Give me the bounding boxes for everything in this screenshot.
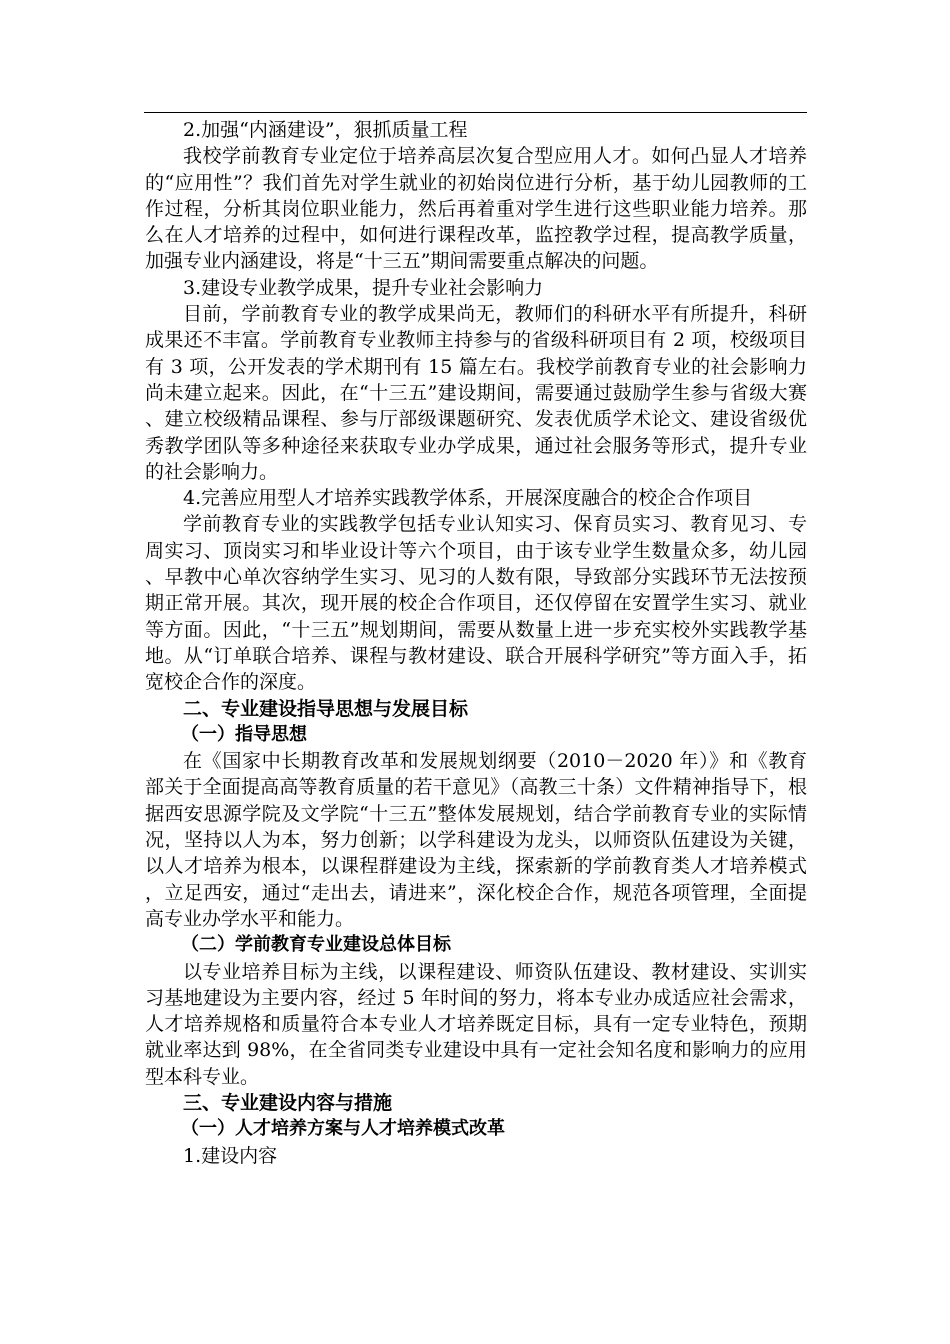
header-rule [144,112,807,113]
body-paragraph: 我校学前教育专业定位于培养高层次复合型应用人才。如何凸显人才培养的“应用性”？我们首先对学生就业的初始岗位进行分析，基于幼儿园教师的工作过程，分析其岗位职业能力，然后再着重对学生进行这些职业能力培养。那么在人才培养的过程中，如何进行课程改革，监控教学过程，提高教学质量，加强专业内涵建设，将是“十三五”期间需要重点解决的问题。 [145,145,807,273]
body-paragraph: 在《国家中长期教育改革和发展规划纲要（2010－2020 年）》和《教育部关于全面提高高等教育质量的若干意见》（高教三十条）文件精神指导下，根据西安思源学院及文学院“十三五”整体发展规划，结合学前教育专业的实际情况，坚持以人为本，努力创新；以学科建设为龙头，以师资队伍建设为关键，以人才培养为根本，以课程群建设为主线，探索新的学前教育类人才培养模式，立足西安，通过“走出去，请进来”，深化校企合作，规范各项管理，全面提高专业办学水平和能力。 [145,750,807,930]
section-heading: 二、专业建设指导思想与发展目标 [183,697,469,720]
body-paragraph: 学前教育专业的实践教学包括专业认知实习、保育员实习、教育见习、专周实习、顶岗实习和毕业设计等六个项目，由于该专业学生数量众多，幼儿园、早教中心单次容纳学生实习、见习的人数有限，导致部分实践环节无法按预期正常开展。其次，现开展的校企合作项目，还仅停留在安置学生实习、就业等方面。因此，“十三五”规划期间，需要从数量上进一步充实校外实践教学基地。从“订单联合培养、课程与教材建设、联合开展科学研究”等方面入手，拓宽校企合作的深度。 [145,513,807,694]
document-body [145,117,807,1169]
subsection-heading: 3.建设专业教学成果，提升专业社会影响力 [183,276,544,299]
subsection-title: （二）学前教育专业建设总体目标 [181,934,451,956]
subsection-heading: 2.加强“内涵建设”，狠抓质量工程 [183,119,468,141]
subsection-heading: 4.完善应用型人才培养实践教学体系，开展深度融合的校企合作项目 [183,487,753,510]
subsection-heading: 1.建设内容 [183,1144,278,1167]
body-paragraph: 目前，学前教育专业的教学成果尚无，教师们的科研水平有所提升，科研成果还不丰富。学前教育专业教师主持参与的省级科研项目有 2 项，校级项目有 3 项，公开发表的学术期刊有 15 篇左右。我校学前教育专业的社会影响力尚未建立起来。因此，在“十三五”建设期间，需要通过鼓励学生参与省级大赛、建立校级精品课程、参与厅部级课题研究、发表优质学术论文、建设省级优秀教学团队等多种途径来获取专业办学成果，通过社会服务等形式，提升专业的社会影响力。 [145,303,807,483]
body-paragraph: 以专业培养目标为主线，以课程建设、师资队伍建设、教材建设、实训实习基地建设为主要内容，经过 5 年时间的努力，将本专业办成适应社会需求，人才培养规格和质量符合本专业人才培养既定目标，具有一定专业特色，预期就业率达到 98%，在全省同类专业建设中具有一定社会知名度和影响力的应用型本科专业。 [145,960,807,1088]
subsection-title: （一）人才培养方案与人才培养模式改革 [181,1118,505,1140]
section-heading: 三、专业建设内容与措施 [183,1091,393,1114]
subsection-title: （一）指导思想 [181,723,307,745]
